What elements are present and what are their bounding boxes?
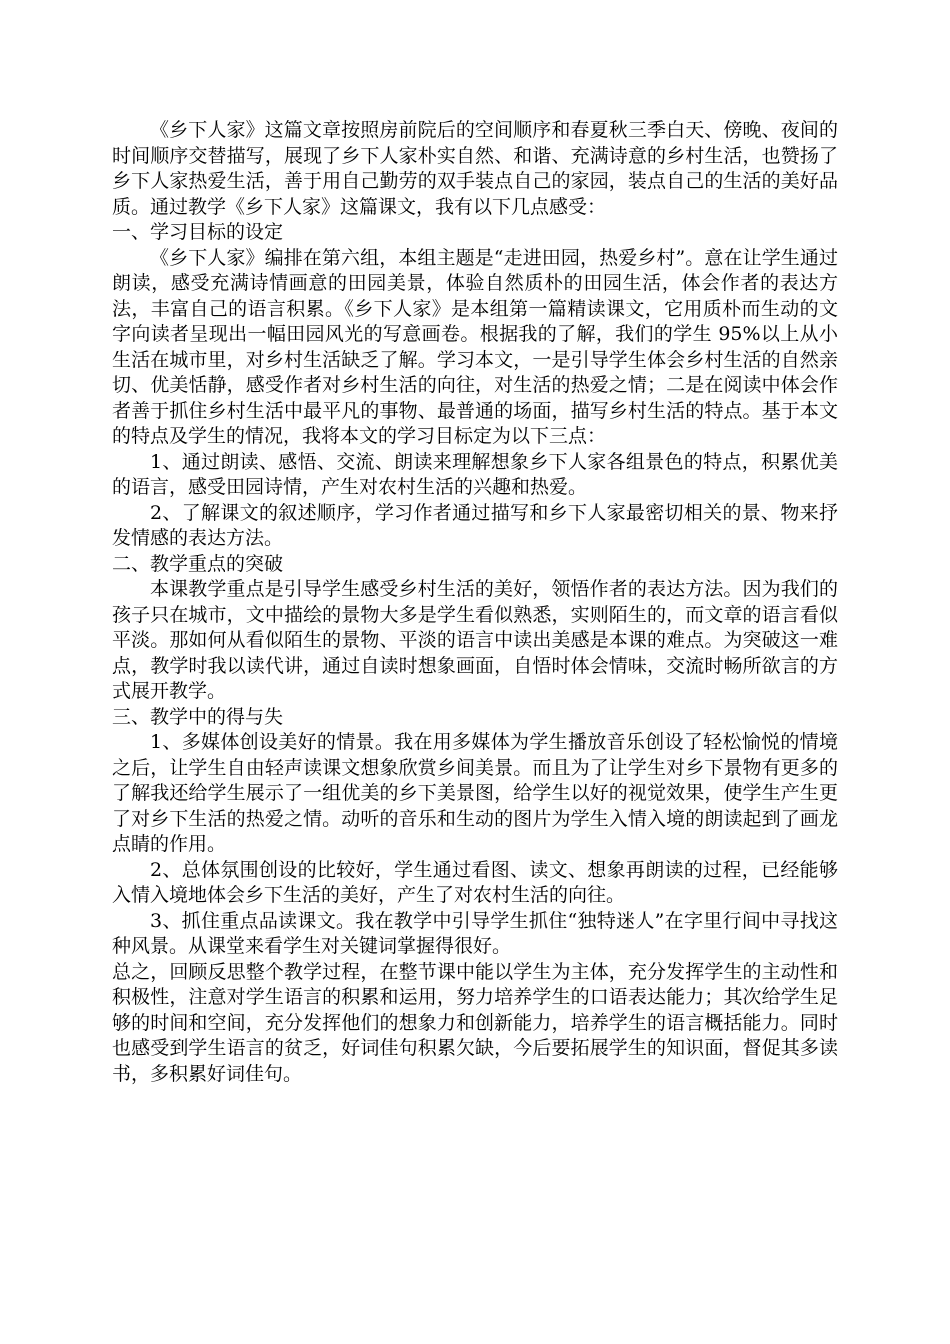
reflection-item-2: 2、总体氛围创设的比较好，学生通过看图、读文、想象再朗读的过程，已经能够入情入境地体会乡下生活的美好，产生了对农村生活的向往。 (112, 858, 838, 906)
goal-item-1: 1、通过朗读、感悟、交流、朗读来理解想象乡下人家各组景色的特点，积累优美的语言，感受田园诗情，产生对农村生活的兴趣和热爱。 (112, 450, 838, 498)
goals-paragraph: 《乡下人家》编排在第六组，本组主题是“走进田园，热爱乡村”。意在让学生通过朗读，感受充满诗情画意的田园美景，体验自然质朴的田园生活，体会作者的表达方法，丰富自己的语言积累。《乡下人家》是本组第一篇精读课文，它用质朴而生动的文字向读者呈现出一幅田园风光的写意画卷。根据我的了解，我们的学生 95%以上从小生活在城市里，对乡村生活缺乏了解。学习本文，一是引导学生体会乡村生活的自然亲切、优美恬静，感受作者对乡村生活的向往，对生活的热爱之情；二是在阅读中体会作者善于抓住乡村生活中最平凡的事物、最普通的场面，描写乡村生活的特点。基于本文的特点及学生的情况，我将本文的学习目标定为以下三点： (112, 246, 838, 447)
section-heading-reflection: 三、教学中的得与失 (112, 705, 284, 728)
document-body (112, 118, 838, 1087)
section-heading-focus: 二、教学重点的突破 (112, 552, 284, 575)
intro-paragraph: 《乡下人家》这篇文章按照房前院后的空间顺序和春夏秋三季白天、傍晚、夜间的时间顺序交替描写，展现了乡下人家朴实自然、和谐、充满诗意的乡村生活，也赞扬了乡下人家热爱生活，善于用自己勤劳的双手装点自己的家园，装点自己的生活的美好品质。通过教学《乡下人家》这篇课文，我有以下几点感受： (112, 119, 838, 218)
section-heading-goals: 一、学习目标的设定 (112, 221, 284, 243)
focus-paragraph: 本课教学重点是引导学生感受乡村生活的美好，领悟作者的表达方法。因为我们的孩子只在城市，文中描绘的景物大多是学生看似熟悉，实则陌生的，而文章的语言看似平淡。那如何从看似陌生的景物、平淡的语言中读出美感是本课的难点。为突破这一难点，教学时我以读代讲，通过自读时想象画面，自悟时体会情味，交流时畅所欲言的方式展开教学。 (112, 578, 838, 702)
goal-item-2: 2、了解课文的叙述顺序，学习作者通过描写和乡下人家最密切相关的景、物来抒发情感的表达方法。 (112, 501, 838, 549)
reflection-item-1: 1、多媒体创设美好的情景。我在用多媒体为学生播放音乐创设了轻松愉悦的情境之后，让学生自由轻声读课文想象欣赏乡间美景。而且为了让学生对乡下景物有更多的了解我还给学生展示了一组优美的乡下美景图，给学生以好的视觉效果，使学生产生更了对乡下生活的热爱之情。动听的音乐和生动的图片为学生入情入境的朗读起到了画龙点睛的作用。 (112, 731, 838, 855)
reflection-item-3: 3、抓住重点品读课文。我在教学中引导学生抓住“独特迷人”在字里行间中寻找这种风景。从课堂来看学生对关键词掌握得很好。 (112, 909, 838, 957)
summary-paragraph: 总之，回顾反思整个教学过程，在整节课中能以学生为主体，充分发挥学生的主动性和积极性，注意对学生语言的积累和运用，努力培养学生的口语表达能力；其次给学生足够的时间和空间，充分发挥他们的想象力和创新能力，培养学生的语言概括能力。同时也感受到学生语言的贫乏，好词佳句积累欠缺，今后要拓展学生的知识面，督促其多读书，多积累好词佳句。 (112, 960, 838, 1085)
